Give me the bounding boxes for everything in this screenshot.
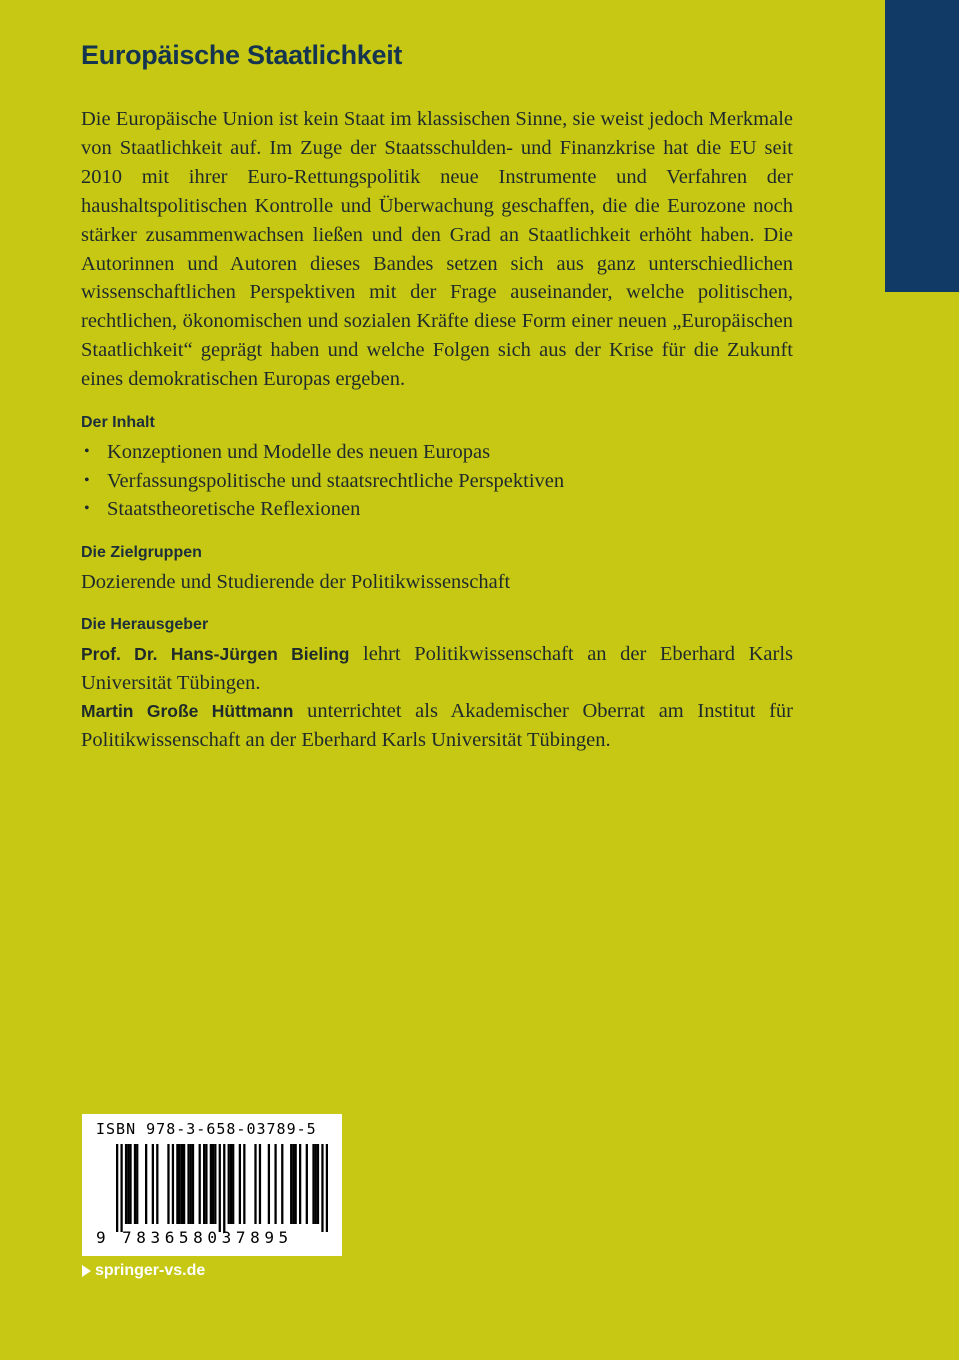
barcode-bar [274, 1144, 276, 1224]
editors-section [81, 616, 793, 754]
list-item: • Konzeptionen und Modelle des neuen Europas [81, 438, 793, 467]
barcode-bar [228, 1144, 230, 1224]
audience-heading: Die Zielgruppen [81, 543, 202, 561]
barcode-bar [312, 1144, 314, 1224]
barcode-bar [295, 1144, 297, 1224]
audience-section [81, 544, 793, 597]
barcode-bar [136, 1144, 138, 1224]
contents-section [81, 414, 793, 524]
editor-name: Prof. Dr. Hans-Jürgen Bieling [81, 644, 350, 665]
barcode-bar [205, 1144, 207, 1224]
barcode-bar [315, 1144, 317, 1224]
barcode-bar [116, 1144, 118, 1232]
barcode-bar [192, 1144, 194, 1224]
barcode-bar [127, 1144, 129, 1224]
barcode-bar [223, 1144, 225, 1232]
barcode-bar [254, 1144, 256, 1224]
barcode-bars [116, 1144, 328, 1232]
arrow-right-icon [82, 1265, 91, 1277]
barcode-bar [183, 1144, 185, 1224]
barcode-bar [317, 1144, 319, 1224]
barcode-bar [268, 1144, 270, 1224]
barcode-bar [156, 1144, 158, 1224]
editor-description: unterrichtet als Akademischer Oberrat am Institut für Politikwissenschaft an der Eberhard Karls Universität Tübingen. [81, 700, 794, 751]
barcode-bar [120, 1144, 122, 1232]
cover-blue-band [885, 0, 959, 292]
barcode-bar [178, 1144, 180, 1224]
barcode-bar [326, 1144, 328, 1232]
blurb-paragraph: Die Europäische Union ist kein Staat im klassischen Sinne, sie weist jedoch Merkmale von Staatlichkeit auf. Im Zuge der Staatsschulden- und Finanzkrise hat die EU seit 2010 mit ihrer Euro-Rettungspolitik neue Instrumente und Verfahren der haushaltspolitischen Kontrolle und Überwachung geschaffen, die die Eurozone noch stärker zusammenwachsen ließen und den Grad an Staatlichkeit erhöht haben. Die Autorinnen und Autoren dieses Bandes setzen sich aus ganz unterschiedlichen wissenschaftlichen Perspektiven mit der Frage auseinander, welche politischen, rechtlichen, ökonomischen und sozialen Kräfte diese Form einer neuen „Europäischen Staatlichkeit“ geprägt haben und welche Folgen sich aus der Krise für die Zukunft eines demokratischen Europas ergeben. [81, 108, 793, 391]
barcode-bar [187, 1144, 189, 1224]
barcode-bar [145, 1144, 147, 1224]
barcode-bar [259, 1144, 261, 1224]
barcode-bar [299, 1144, 301, 1224]
book-title: Europäische Staatlichkeit [81, 40, 403, 70]
list-item: • Verfassungspolitische und staatsrechtliche Perspektiven [81, 467, 793, 496]
barcode-bar [212, 1144, 214, 1224]
audience-text: Dozierende und Studierende der Politikwissenschaft [81, 570, 511, 593]
barcode-bar [176, 1144, 178, 1224]
barcode-bar [239, 1144, 241, 1224]
publisher-url: springer-vs.de [95, 1262, 206, 1279]
editor-bio [81, 697, 793, 754]
isbn-barcode [82, 1114, 342, 1256]
barcode-bar [306, 1144, 308, 1224]
editor-name: Martin Große Hüttmann [81, 701, 294, 722]
barcode-bar [190, 1144, 192, 1224]
barcode-bar [232, 1144, 234, 1224]
publisher-link[interactable] [82, 1262, 205, 1280]
barcode-bar [203, 1144, 205, 1224]
barcode-bar [167, 1144, 169, 1224]
contents-heading: Der Inhalt [81, 414, 155, 432]
back-cover-text [81, 40, 793, 754]
barcode-bar [214, 1144, 216, 1224]
barcode-bar [125, 1144, 127, 1224]
isbn-label: ISBN 978-3-658-03789-5 [96, 1120, 317, 1138]
editor-bio [81, 640, 793, 697]
contents-list [81, 438, 793, 524]
barcode-digits: 783658037895 [122, 1228, 293, 1247]
barcode-bar [210, 1144, 212, 1224]
barcode-bar [134, 1144, 136, 1224]
barcode-bar [129, 1144, 131, 1224]
barcode-bar [152, 1144, 154, 1224]
barcode-first-digit: 9 [96, 1228, 106, 1247]
barcode-bar [199, 1144, 201, 1224]
barcode-bar [321, 1144, 323, 1232]
editor-description: lehrt Politikwissenschaft an der Eberhard Karls Universität Tübingen. [81, 643, 793, 694]
barcode-bar [290, 1144, 292, 1224]
list-item: • Staatstheoretische Reflexionen [81, 495, 793, 524]
barcode-bar [172, 1144, 174, 1224]
editors-heading: Die Herausgeber [81, 616, 209, 634]
barcode-bar [181, 1144, 183, 1224]
barcode-bar [292, 1144, 294, 1224]
barcode-bar [219, 1144, 221, 1232]
barcode-bar [243, 1144, 245, 1224]
barcode-bar [230, 1144, 232, 1224]
barcode-bar [281, 1144, 283, 1224]
